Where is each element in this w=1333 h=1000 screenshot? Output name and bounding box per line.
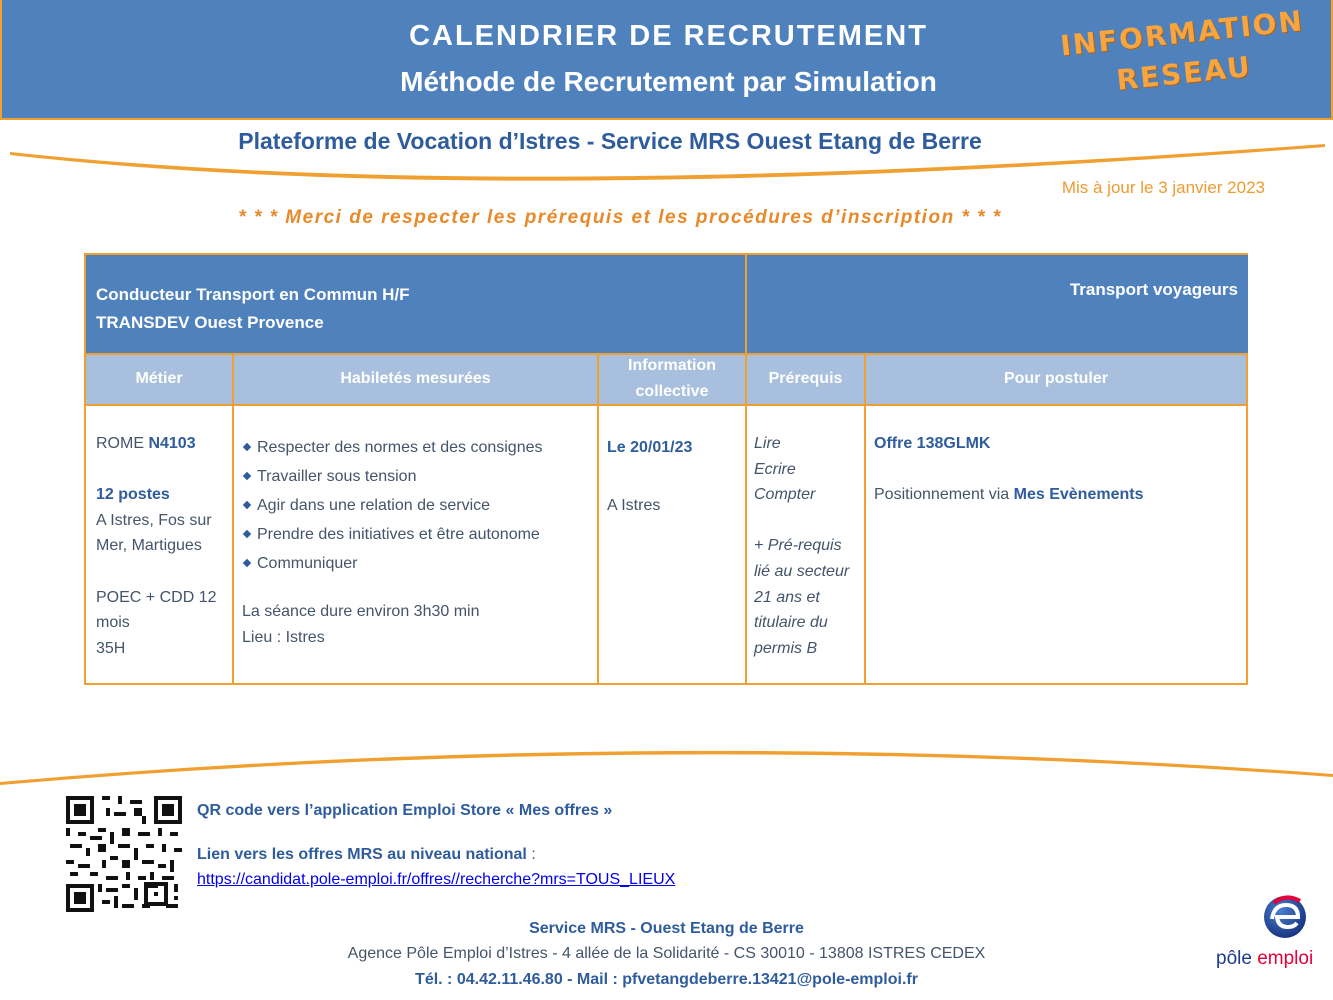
- national-offers-label: [197, 846, 536, 864]
- header-title: CALENDRIER DE RECRUTEMENT: [409, 20, 928, 52]
- cell-information-collective: [607, 435, 739, 518]
- column-header-prerequis: Prérequis: [747, 353, 864, 405]
- cell-postuler: [874, 431, 1234, 508]
- national-offers-label-text: Lien vers les offres MRS au niveau national: [197, 846, 527, 863]
- job-location-line2: Mer, Martigues: [96, 537, 202, 555]
- column-header-postuler: Pour postuler: [866, 353, 1246, 405]
- prerequisite-item: Compter: [754, 486, 816, 504]
- offer-title-band: [86, 255, 745, 353]
- column-header-habiletes: Habiletés mesurées: [234, 353, 597, 405]
- column-divider: [232, 353, 234, 683]
- platform-title: Plateforme de Vocation d’Istres - Service MRS Ouest Etang de Berre: [238, 128, 982, 154]
- job-title: Conducteur Transport en Commun H/F: [96, 285, 410, 304]
- footer-service-name: Service MRS - Ouest Etang de Berre: [529, 920, 804, 937]
- prerequisite-item: Ecrire: [754, 460, 796, 478]
- stamp-line-2: RESEAU: [1114, 49, 1254, 97]
- column-header-information-line2: collective: [635, 383, 709, 400]
- header-banner: [0, 0, 1333, 120]
- header-divider: [86, 353, 1246, 355]
- updated-date: Mis à jour le 3 janvier 2023: [1061, 178, 1265, 197]
- positions-count: 12 postes: [96, 486, 170, 504]
- list-item: Respecter des normes et des consignes: [242, 435, 592, 461]
- prerequisite-extra: permis B: [754, 639, 818, 657]
- pole-emploi-logo-text: [1216, 948, 1313, 970]
- session-city: A Istres: [607, 496, 661, 514]
- application-method: [874, 482, 1234, 508]
- prerequisite-extra: 21 ans et: [754, 588, 820, 606]
- logo-text-emploi: emploi: [1251, 948, 1314, 969]
- prerequisite-extra: lié au secteur: [754, 562, 850, 580]
- column-header-information: [599, 353, 745, 405]
- prerequisite-item: Lire: [754, 435, 781, 452]
- session-location: Lieu : Istres: [242, 629, 325, 647]
- column-divider: [597, 353, 599, 683]
- contract-line2: mois: [96, 614, 130, 632]
- prerequisite-extra: + Pré-requis: [754, 537, 842, 555]
- notice-banner: * * * Merci de respecter les prérequis et les procédures d’inscription * * *: [238, 207, 1002, 228]
- offer-number: Offre 138GLMK: [874, 435, 991, 452]
- session-date: Le 20/01/23: [607, 439, 693, 456]
- national-offers-label-suffix: :: [526, 846, 536, 863]
- national-offers-link[interactable]: https://candidat.pole-emploi.fr/offres//recherche?mrs=TOUS_LIEUX: [197, 871, 676, 888]
- stamp-line-1: INFORMATION: [1058, 4, 1306, 63]
- prerequisite-extra: titulaire du: [754, 614, 828, 632]
- contract-line1: POEC + CDD 12: [96, 588, 217, 606]
- column-header-information-line1: Information: [628, 357, 716, 374]
- job-offer-table: [84, 253, 1248, 685]
- sector-band: [747, 255, 1248, 353]
- list-item: Travailler sous tension: [242, 464, 592, 490]
- column-header-divider: [86, 404, 1246, 406]
- session-duration: La séance dure environ 3h30 min: [242, 603, 480, 621]
- column-header-metier: Métier: [86, 353, 232, 405]
- cell-prerequis: [754, 431, 862, 661]
- cell-metier: [96, 431, 226, 661]
- bottom-swoosh-divider: [0, 730, 1333, 790]
- qr-code[interactable]: [66, 796, 182, 912]
- column-divider: [864, 353, 866, 683]
- rome-label: ROME: [96, 435, 149, 452]
- job-sector: Transport voyageurs: [1069, 280, 1238, 299]
- footer-contact: Tél. : 04.42.11.46.80 - Mail : pfvetangdeberre.13421@pole-emploi.fr: [415, 971, 918, 988]
- skills-list: [242, 435, 592, 576]
- list-item: Communiquer: [242, 551, 592, 577]
- job-company: TRANSDEV Ouest Provence: [96, 313, 324, 332]
- footer-address: Agence Pôle Emploi d’Istres - 4 allée de la Solidarité - CS 30010 - 13808 ISTRES CEDEX: [347, 945, 986, 962]
- rome-code: N4103: [148, 435, 196, 452]
- qr-code-caption: QR code vers l’application Emploi Store « Mes offres »: [197, 802, 613, 819]
- logo-text-pole: pôle: [1216, 948, 1252, 969]
- weekly-hours: 35H: [96, 639, 126, 657]
- column-divider: [745, 353, 747, 683]
- list-item: Prendre des initiatives et être autonome: [242, 522, 592, 548]
- job-location-line1: A Istres, Fos sur: [96, 511, 212, 529]
- rome-code-line: [96, 431, 226, 457]
- header-subtitle: Méthode de Recrutement par Simulation: [400, 66, 937, 97]
- mes-evenements-link[interactable]: Mes Evènements: [1013, 486, 1144, 504]
- cell-habiletes: [242, 435, 592, 651]
- list-item: Agir dans une relation de service: [242, 493, 592, 519]
- application-label: Positionnement via: [874, 486, 1014, 504]
